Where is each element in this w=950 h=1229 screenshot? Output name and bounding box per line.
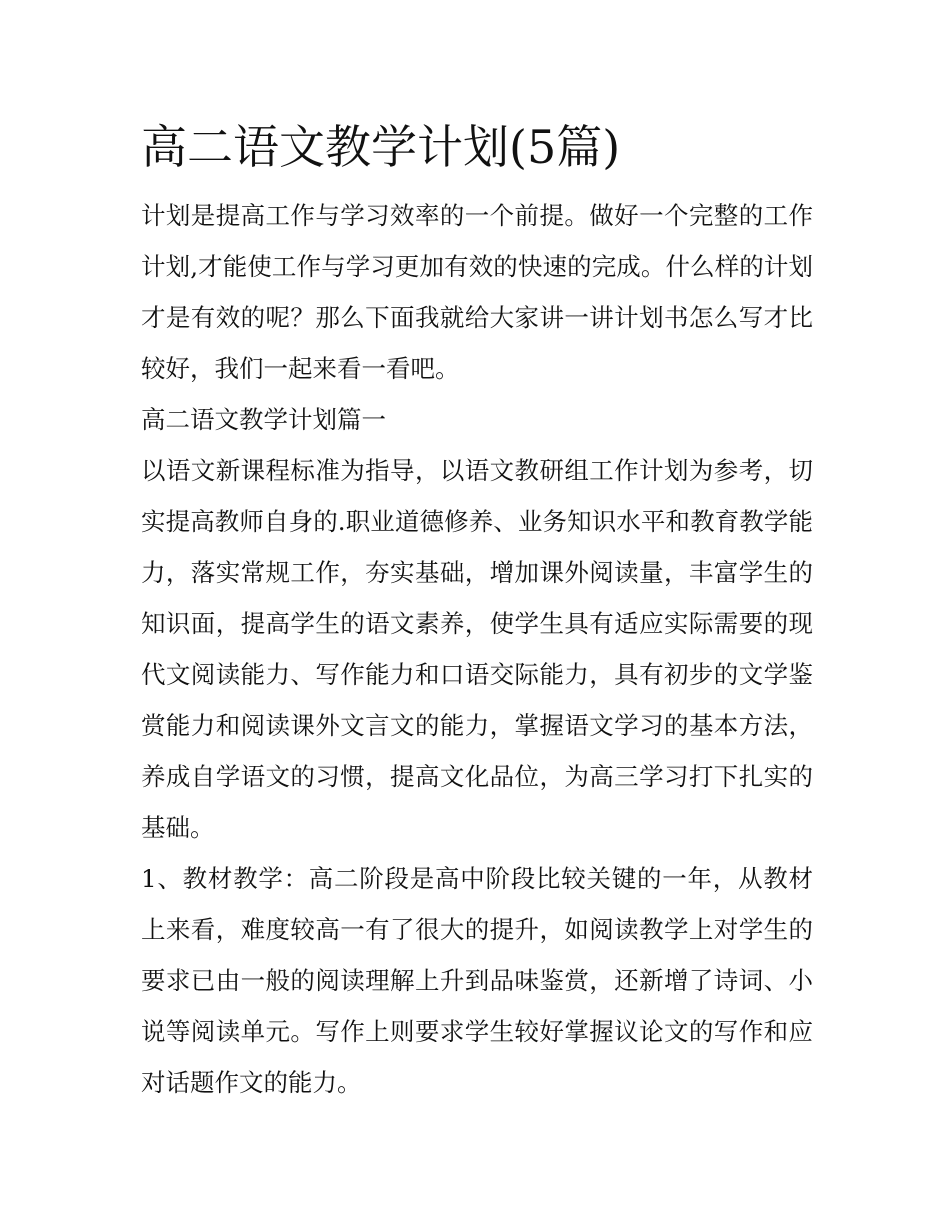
intro-paragraph: 计划是提高工作与学习效率的一个前提。做好一个完整的工作计划,才能使工作与学习更加有效的快速的完成。什么样的计划才是有效的呢？那么下面我就给大家讲一讲计划书怎么写才比较好，我们一起来看一看吧。 — [141, 201, 813, 383]
section-paragraph: 以语文新课程标准为指导，以语文教研组工作计划为参考，切实提高教师自身的.职业道德修养、业务知识水平和教育教学能力，落实常规工作，夯实基础，增加课外阅读量，丰富学生的知识面，提高学生的语文素养，使学生具有适应实际需要的现代文阅读能力、写作能力和口语交际能力，具有初步的文学鉴赏能力和阅读课外文言文的能力，掌握语文学习的基本方法，养成自学语文的习惯，提高文化品位，为高三学习打下扎实的基础。 — [141, 456, 813, 842]
list-item-1: 1、教材教学：高二阶段是高中阶段比较关键的一年，从教材上来看，难度较高一有了很大的提升，如阅读教学上对学生的要求已由一般的阅读理解上升到品味鉴赏，还新增了诗词、小说等阅读单元。写作上则要求学生较好掌握议论文的写作和应对话题作文的能力。 — [141, 864, 813, 1097]
document-page — [141, 110, 813, 1108]
section-heading: 高二语文教学计划篇一 — [141, 405, 386, 434]
document-title: 高二语文教学计划(5篇) — [141, 120, 621, 174]
